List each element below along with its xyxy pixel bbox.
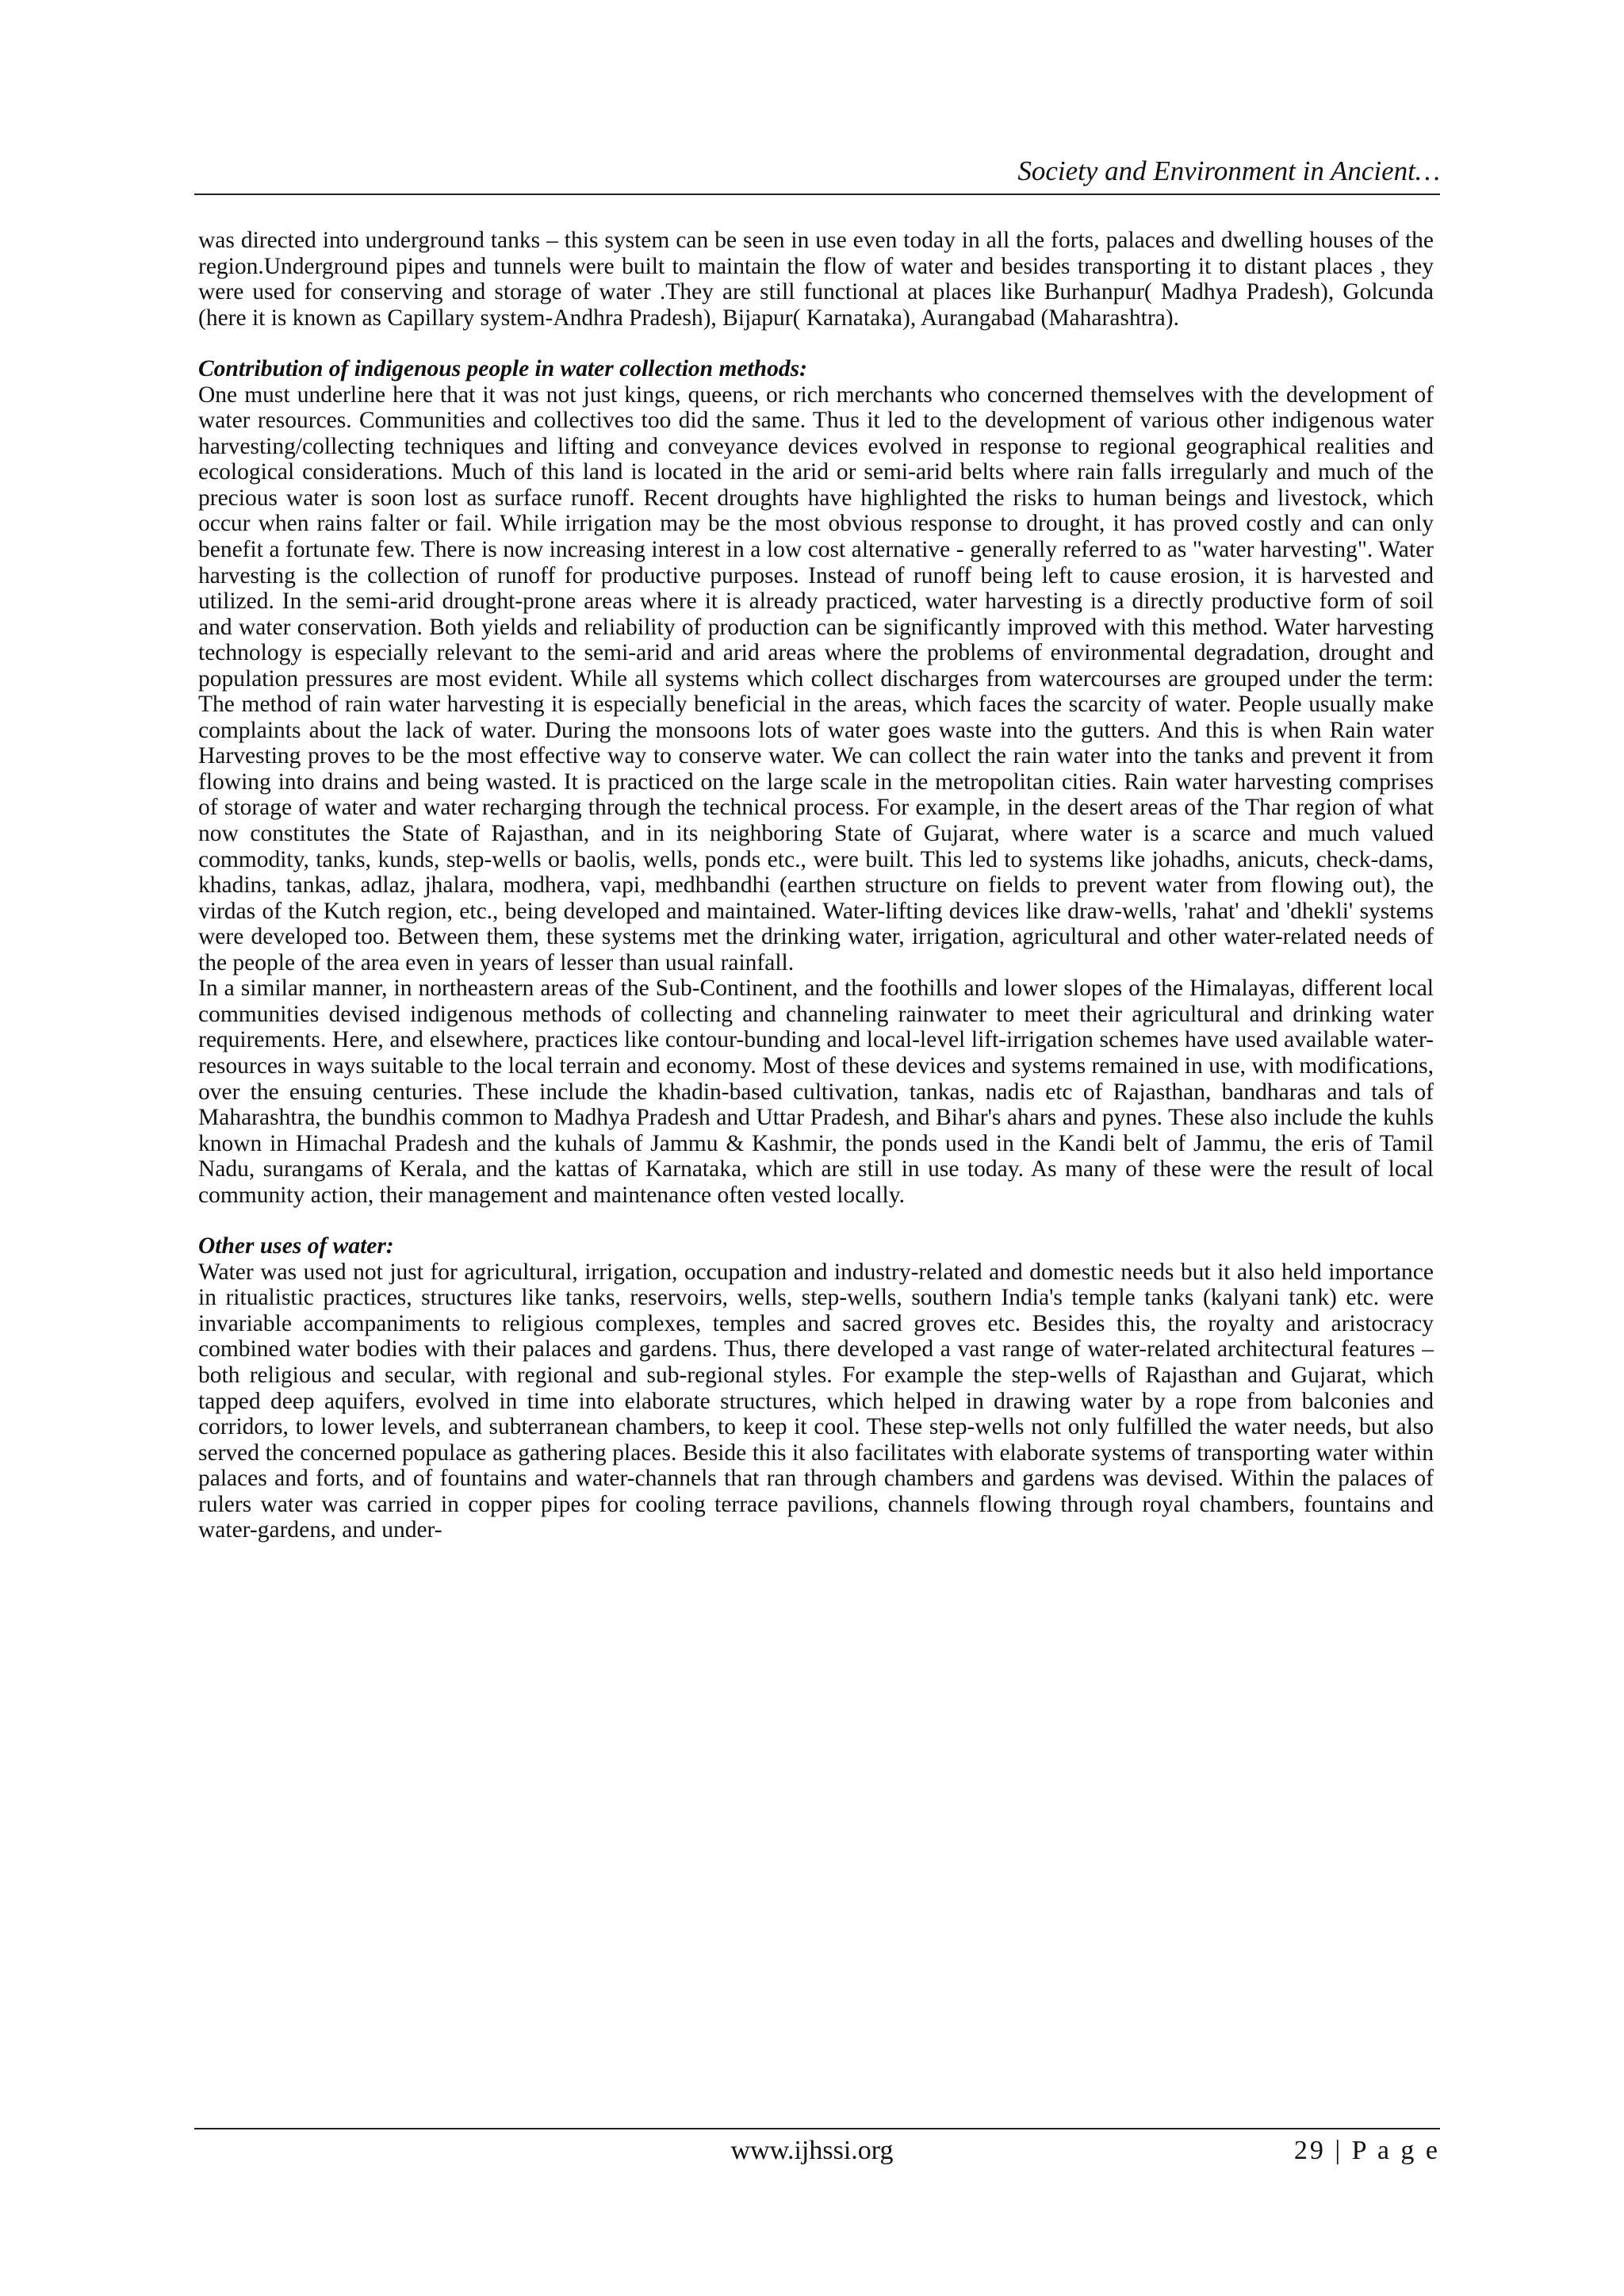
paragraph-indigenous-2: In a similar manner, in northeastern areas of the Sub-Continent, and the foothills and lower slopes of the Himalayas, different local communities devised indigenous methods of collecting and channeling rainwater to meet their agricultural and drinking water requirements. Here, and elsewhere, practices like contour-bunding and local-level lift-irrigation schemes have used available water-resources in ways suitable to the local terrain and economy. Most of these devices and systems remained in use, with modifications, over the ensuing centuries. These include the khadin-based cultivation, tankas, nadis etc of Rajasthan, bandharas and tals of Maharashtra, the bundhis common to Madhya Pradesh and Uttar Pradesh, and Bihar's ahars and pynes. These also include the kuhls known in Himachal Pradesh and the kuhals of Jammu & Kashmir, the ponds used in the Kandi belt of Jammu, the eris of Tamil Nadu, surangams of Kerala, and the kattas of Karnataka, which are still in use today. As many of these were the result of local community action, their management and maintenance often vested locally. [198,976,1434,1208]
paragraph-indigenous-1: One must underline here that it was not just kings, queens, or rich merchants who concerned themselves with the development of water resources. Communities and collectives too did the same. Thus it led to the development of various other indigenous water harvesting/collecting techniques and lifting and conveyance devices evolved in response to regional geographical realities and ecological considerations. Much of this land is located in the arid or semi-arid belts where rain falls irregularly and much of the precious water is soon lost as surface runoff. Recent droughts have highlighted the risks to human beings and livestock, which occur when rains falter or fail. While irrigation may be the most obvious response to drought, it has proved costly and can only benefit a fortunate few. There is now increasing interest in a low cost alternative - generally referred to as "water harvesting". Water harvesting is the collection of runoff for productive purposes. Instead of runoff being left to cause erosion, it is harvested and utilized. In the semi-arid drought-prone areas where it is already practiced, water harvesting is a directly productive form of soil and water conservation. Both yields and reliability of production can be significantly improved with this method. Water harvesting technology is especially relevant to the semi-arid and arid areas where the problems of environmental degradation, drought and population pressures are most evident. While all systems which collect discharges from watercourses are grouped under the term: The method of rain water harvesting it is especially beneficial in the areas, which faces the scarcity of water. People usually make complaints about the lack of water. During the monsoons lots of water goes waste into the gutters. And this is when Rain water Harvesting proves to be the most effective way to conserve water. We can collect the rain water into the tanks and prevent it from flowing into drains and being wasted. It is practiced on the large scale in the metropolitan cities. Rain water harvesting comprises of storage of water and water recharging through the technical process. For example, in the desert areas of the Thar region of what now constitutes the State of Rajasthan, and in its neighboring State of Gujarat, where water is a scarce and much valued commodity, tanks, kunds, step-wells or baolis, wells, ponds etc., were built. This led to systems like johadhs, anicuts, check-dams, khadins, tankas, adlaz, jhalara, modhera, vapi, medhbandhi (earthen structure on fields to prevent water from flowing out), the virdas of the Kutch region, etc., being developed and maintained. Water-lifting devices like draw-wells, 'rahat' and 'dhekli' systems were developed too. Between them, these systems met the drinking water, irrigation, agricultural and other water-related needs of the people of the area even in years of lesser than usual rainfall. [198,381,1434,976]
section-heading-indigenous: Contribution of indigenous people in water collection methods: [198,356,807,382]
header-divider [194,194,1440,195]
paragraph-other-uses: Water was used not just for agricultural, irrigation, occupation and industry-related and domestic needs but it also held importance in ritualistic practices, structures like tanks, reservoirs, wells, step-wells, southern India's temple tanks (kalyani tank) etc. were invariable accompaniments to religious complexes, temples and sacred groves etc. Besides this, the royalty and aristocracy combined water bodies with their palaces and gardens. Thus, there developed a vast range of water-related architectural features – both religious and secular, with regional and sub-regional styles. For example the step-wells of Rajasthan and Gujarat, which tapped deep aquifers, evolved in time into elaborate structures, which helped in drawing water by a rope from balconies and corridors, to lower levels, and subterranean chambers, to keep it cool. These step-wells not only fulfilled the water needs, but also served the concerned populace as gathering places. Beside this it also facilitates with elaborate systems of transporting water within palaces and forts, and of fountains and water-channels that ran through chambers and gardens was devised. Within the palaces of rulers water was carried in copper pipes for cooling terrace pavilions, channels flowing through royal chambers, fountains and water-gardens, and under- [198,1259,1434,1543]
paragraph-spacer [198,331,1434,356]
paragraph-intro: was directed into underground tanks – this system can be seen in use even today in all the forts, palaces and dwelling houses of the region.Underground pipes and tunnels were built to maintain the flow of water and besides transporting it to distant places , they were used for conserving and storage of water .They are still functional at places like Burhanpur( Madhya Pradesh), Golcunda (here it is known as Capillary system-Andhra Pradesh), Bijapur( Karnataka), Aurangabad (Maharashtra). [198,228,1434,331]
page-number: 29 | P a g e [1293,2136,1440,2165]
running-title: Society and Environment in Ancient… [1017,155,1440,186]
section-heading-other-uses: Other uses of water: [198,1233,394,1259]
article-body [198,228,1434,1543]
footer-divider [194,2128,1440,2129]
footer-url: www.ijhssi.org [730,2136,894,2165]
paragraph-spacer [198,1208,1434,1233]
